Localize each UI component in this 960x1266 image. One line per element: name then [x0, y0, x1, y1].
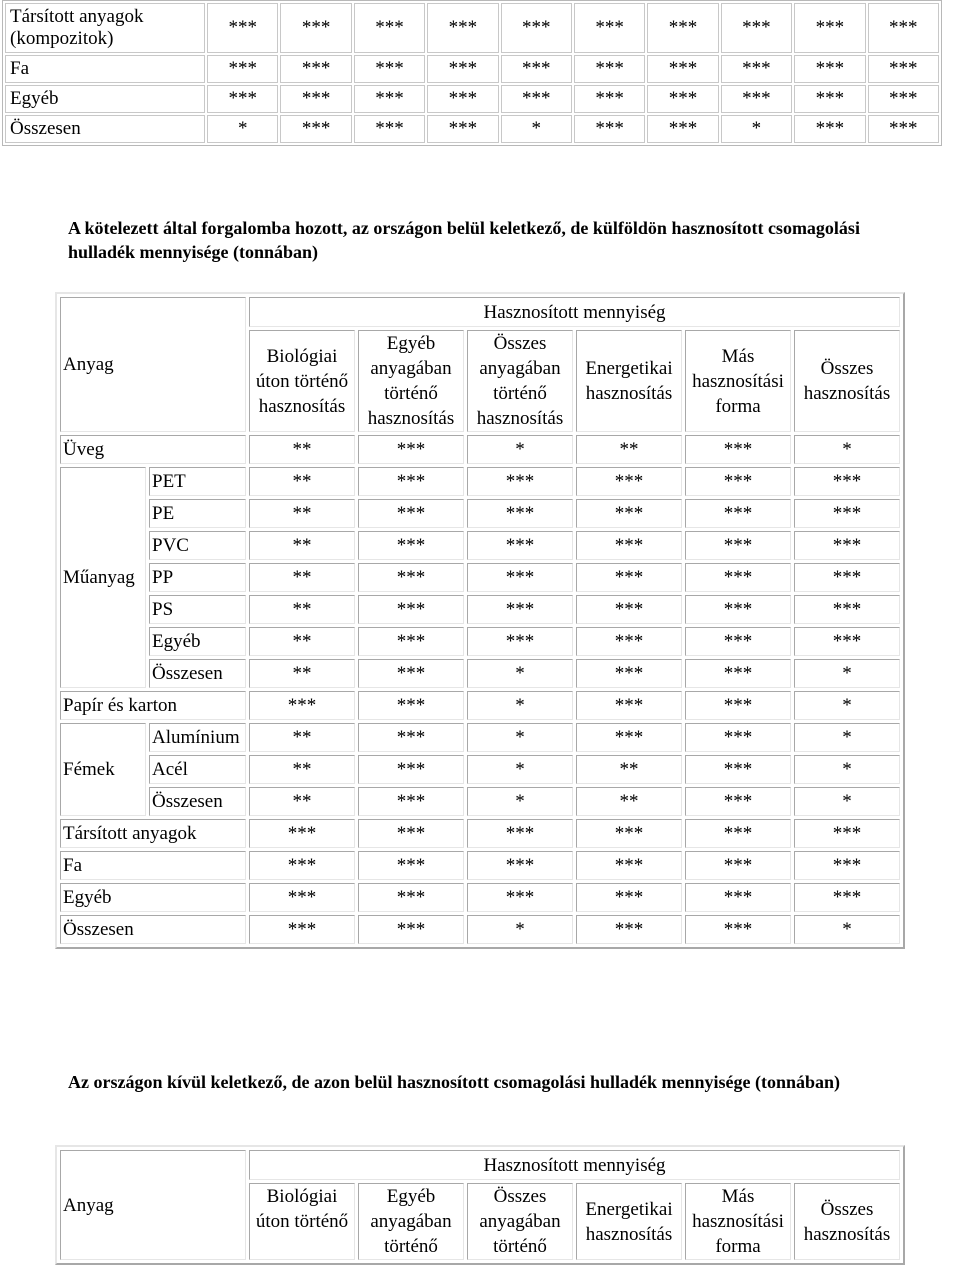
column-header: Energetikai hasznosítás: [576, 1183, 682, 1260]
cell: ***: [685, 659, 791, 688]
cell: **: [249, 531, 355, 560]
cell: ***: [249, 819, 355, 848]
cell: ***: [794, 115, 865, 143]
cell: *: [467, 755, 573, 784]
table-row: [60, 467, 900, 496]
column-header: Összes hasznosítás: [794, 330, 900, 432]
cell: ***: [685, 723, 791, 752]
cell: **: [249, 595, 355, 624]
cell: ***: [576, 627, 682, 656]
import-recovery-table: [55, 1145, 905, 1265]
cell: ***: [280, 55, 351, 83]
cell: ***: [794, 627, 900, 656]
row-label: Fa: [60, 851, 246, 880]
cell: ***: [685, 787, 791, 816]
table-row: [60, 691, 900, 720]
cell: ***: [467, 563, 573, 592]
cell: **: [249, 435, 355, 464]
cell: ***: [576, 819, 682, 848]
cell: ***: [574, 85, 645, 113]
cell: ***: [647, 115, 718, 143]
cell: ***: [794, 563, 900, 592]
cell: ***: [358, 595, 464, 624]
cell: ***: [467, 499, 573, 528]
cell: ***: [354, 55, 425, 83]
cell: **: [249, 627, 355, 656]
table-row: [60, 499, 900, 528]
cell: ***: [721, 55, 792, 83]
cell: ***: [574, 3, 645, 53]
cell: ***: [249, 691, 355, 720]
cell: ***: [358, 467, 464, 496]
cell: ***: [358, 851, 464, 880]
cell: *: [794, 723, 900, 752]
cell: ***: [358, 691, 464, 720]
cell: ***: [280, 85, 351, 113]
table-row: [5, 115, 939, 143]
cell: *: [794, 755, 900, 784]
row-label: Üveg: [60, 435, 246, 464]
cell: ***: [467, 883, 573, 912]
column-header: Energetikai hasznosítás: [576, 330, 682, 432]
cell: *: [467, 787, 573, 816]
cell: ***: [647, 55, 718, 83]
cell: *: [794, 691, 900, 720]
cell: *: [794, 435, 900, 464]
header-row: [60, 1150, 900, 1180]
cell: ***: [576, 531, 682, 560]
cell: ***: [358, 915, 464, 944]
section-title: Az országon kívül keletkező, de azon belül hasznosított csomagolási hulladék mennyisége (tonnában): [68, 1072, 841, 1092]
cell: ***: [358, 883, 464, 912]
row-label: PS: [149, 595, 246, 624]
table-row: [60, 595, 900, 624]
cell: *: [794, 915, 900, 944]
row-label: Egyéb: [60, 883, 246, 912]
cell: ***: [280, 115, 351, 143]
column-header: Összes anyagában történő: [467, 1183, 573, 1260]
cell: ***: [721, 85, 792, 113]
cell: **: [249, 467, 355, 496]
table-row: [60, 723, 900, 752]
cell: *: [467, 915, 573, 944]
table-row: [60, 755, 900, 784]
table-row: [60, 883, 900, 912]
cell: ***: [685, 755, 791, 784]
cell: ***: [685, 851, 791, 880]
column-header: Más hasznosítási forma: [685, 330, 791, 432]
cell: ***: [574, 55, 645, 83]
cell: ***: [358, 563, 464, 592]
cell: ***: [427, 85, 498, 113]
cell: **: [249, 755, 355, 784]
table-row: [60, 563, 900, 592]
group-label: Műanyag: [60, 467, 146, 688]
cell: ***: [576, 595, 682, 624]
cell: ***: [685, 915, 791, 944]
cell: *: [794, 787, 900, 816]
row-label: Egyéb: [5, 85, 205, 113]
cell: *: [467, 435, 573, 464]
cell: ***: [501, 3, 572, 53]
table-row: [5, 3, 939, 53]
cell: ***: [354, 115, 425, 143]
table-row: [5, 55, 939, 83]
anyag-header: Anyag: [60, 1150, 246, 1260]
cell: ***: [868, 3, 939, 53]
cell: *: [467, 723, 573, 752]
cell: ***: [207, 55, 278, 83]
row-label: PP: [149, 563, 246, 592]
cell: **: [576, 435, 682, 464]
row-label: Papír és karton: [60, 691, 246, 720]
cell: ***: [467, 595, 573, 624]
cell: ***: [207, 3, 278, 53]
cell: ***: [685, 531, 791, 560]
column-header: Egyéb anyagában történő hasznosítás: [358, 330, 464, 432]
cell: ***: [358, 435, 464, 464]
cell: **: [249, 499, 355, 528]
cell: ***: [794, 467, 900, 496]
group-header: Hasznosított mennyiség: [249, 297, 900, 327]
column-header: Biológiai úton történő hasznosítás: [249, 330, 355, 432]
top-table-continuation: [2, 0, 942, 146]
row-label: PET: [149, 467, 246, 496]
cell: ***: [467, 467, 573, 496]
column-header: Egyéb anyagában történő: [358, 1183, 464, 1260]
cell: ***: [794, 531, 900, 560]
column-header: Más hasznosítási forma: [685, 1183, 791, 1260]
cell: ***: [685, 467, 791, 496]
cell: ***: [249, 915, 355, 944]
cell: ***: [467, 851, 573, 880]
cell: ***: [467, 819, 573, 848]
cell: ***: [354, 3, 425, 53]
cell: ***: [647, 3, 718, 53]
table-row: [60, 851, 900, 880]
table-row: [60, 787, 900, 816]
cell: ***: [685, 883, 791, 912]
cell: ***: [576, 723, 682, 752]
cell: ***: [358, 755, 464, 784]
group-label: Fémek: [60, 723, 146, 816]
cell: ***: [467, 531, 573, 560]
cell: **: [249, 787, 355, 816]
cell: *: [721, 115, 792, 143]
cell: ***: [354, 85, 425, 113]
cell: *: [207, 115, 278, 143]
cell: ***: [794, 3, 865, 53]
column-header: Összes anyagában történő hasznosítás: [467, 330, 573, 432]
cell: ***: [358, 819, 464, 848]
cell: ***: [868, 55, 939, 83]
cell: ***: [576, 467, 682, 496]
cell: ***: [794, 819, 900, 848]
cell: ***: [647, 85, 718, 113]
cell: ***: [358, 787, 464, 816]
cell: *: [501, 115, 572, 143]
cell: ***: [794, 499, 900, 528]
row-label: Egyéb: [149, 627, 246, 656]
cell: ***: [576, 851, 682, 880]
cell: **: [576, 787, 682, 816]
row-label: Alumínium: [149, 723, 246, 752]
cell: ***: [685, 499, 791, 528]
cell: ***: [576, 915, 682, 944]
row-label: Társított anyagok (kompozitok): [5, 3, 205, 53]
cell: ***: [685, 691, 791, 720]
cell: ***: [358, 531, 464, 560]
cell: ***: [794, 883, 900, 912]
cell: ***: [685, 627, 791, 656]
cell: ***: [576, 883, 682, 912]
cell: ***: [721, 3, 792, 53]
cell: *: [794, 659, 900, 688]
row-label: Acél: [149, 755, 246, 784]
cell: ***: [685, 435, 791, 464]
export-recovery-table: [55, 292, 905, 949]
cell: ***: [794, 851, 900, 880]
row-label: Összesen: [5, 115, 205, 143]
row-label: Összesen: [60, 915, 246, 944]
anyag-header: Anyag: [60, 297, 246, 432]
cell: ***: [358, 659, 464, 688]
table-row: [60, 819, 900, 848]
cell: ***: [794, 595, 900, 624]
row-label: PE: [149, 499, 246, 528]
cell: ***: [427, 115, 498, 143]
cell: ***: [249, 851, 355, 880]
cell: ***: [358, 499, 464, 528]
cell: ***: [576, 691, 682, 720]
cell: ***: [868, 85, 939, 113]
table-row: [5, 85, 939, 113]
cell: ***: [576, 499, 682, 528]
table-row: [60, 627, 900, 656]
table-row: [60, 435, 900, 464]
cell: ***: [501, 85, 572, 113]
cell: ***: [574, 115, 645, 143]
row-label: Társított anyagok: [60, 819, 246, 848]
table-row: [60, 659, 900, 688]
row-label: Összesen: [149, 659, 246, 688]
cell: ***: [501, 55, 572, 83]
table-row: [60, 915, 900, 944]
cell: ***: [685, 819, 791, 848]
cell: ***: [576, 563, 682, 592]
column-header: Összes hasznosítás: [794, 1183, 900, 1260]
cell: ***: [576, 659, 682, 688]
cell: **: [249, 659, 355, 688]
cell: ***: [358, 627, 464, 656]
row-label: PVC: [149, 531, 246, 560]
cell: *: [467, 659, 573, 688]
cell: ***: [868, 115, 939, 143]
cell: ***: [794, 85, 865, 113]
cell: ***: [427, 55, 498, 83]
cell: **: [249, 563, 355, 592]
cell: **: [576, 755, 682, 784]
cell: ***: [685, 595, 791, 624]
table-row: [60, 531, 900, 560]
cell: ***: [207, 85, 278, 113]
section-title: A kötelezett által forgalomba hozott, az országon belül keletkező, de külföldön hasznosított csomagolási hulladék mennyisége (tonnában): [68, 218, 860, 262]
cell: ***: [358, 723, 464, 752]
cell: ***: [427, 3, 498, 53]
cell: ***: [794, 55, 865, 83]
row-label: Fa: [5, 55, 205, 83]
cell: **: [249, 723, 355, 752]
row-label: Összesen: [149, 787, 246, 816]
cell: ***: [467, 627, 573, 656]
cell: ***: [280, 3, 351, 53]
cell: ***: [685, 563, 791, 592]
column-header: Biológiai úton történő: [249, 1183, 355, 1260]
group-header: Hasznosított mennyiség: [249, 1150, 900, 1180]
cell: ***: [249, 883, 355, 912]
cell: *: [467, 691, 573, 720]
header-row: [60, 297, 900, 327]
